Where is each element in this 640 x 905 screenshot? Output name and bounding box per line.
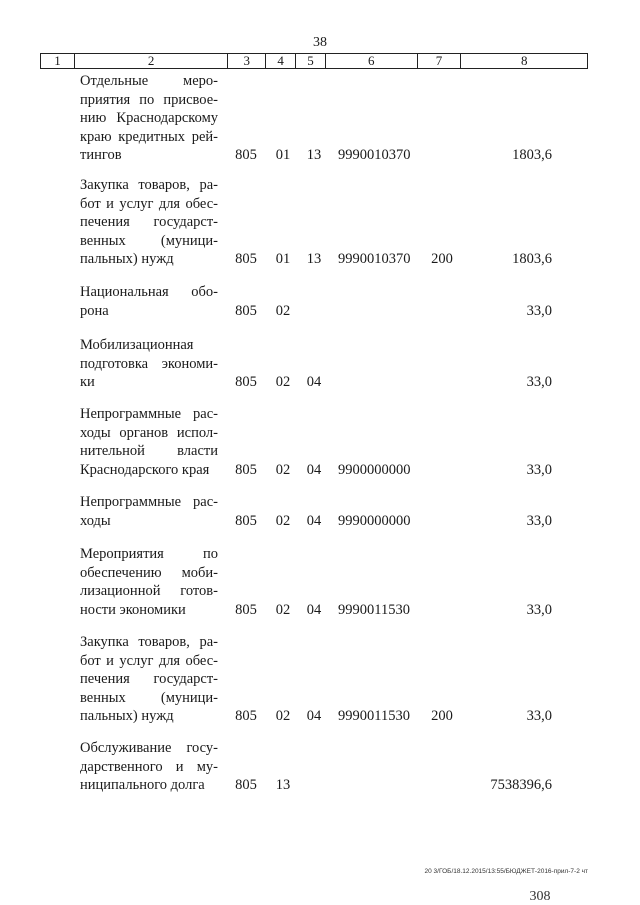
description-line: обеспечению моби-: [80, 564, 218, 581]
row-description: [80, 545, 218, 619]
description-line: печения государст-: [80, 214, 218, 230]
amount: 33,0: [526, 374, 552, 390]
code-expense-type: 200: [431, 251, 453, 267]
header-col-2: 2: [75, 54, 228, 68]
code-subsection: 04: [306, 461, 322, 478]
description-line: печения государст-: [80, 671, 218, 687]
description-line: подготовка экономи-: [80, 355, 218, 372]
code-subsection: 13: [306, 251, 322, 267]
row-description: [80, 72, 218, 165]
code-section: 02: [275, 708, 291, 724]
code-section: 01: [275, 147, 291, 163]
description-line: Мобилизационная: [80, 337, 194, 353]
code-expense-type: 200: [431, 708, 453, 724]
code-chapter: 805: [235, 777, 257, 793]
description-line: лизационной готов-: [80, 583, 218, 599]
code-target-article: 9900000000: [338, 461, 411, 478]
description-line: ниципального долга: [80, 777, 205, 793]
amount: 33,0: [526, 461, 552, 478]
header-col-8: 8: [520, 53, 528, 68]
description-line: краю кредитных рей-: [80, 128, 218, 145]
description-line: приятия по присвое-: [80, 91, 218, 108]
code-chapter: 805: [235, 461, 257, 478]
code-target-article: 9990010370: [338, 251, 411, 267]
row-description: [80, 739, 218, 795]
code-section: 02: [275, 512, 291, 529]
code-target-article: 9990000000: [338, 512, 411, 529]
code-target-article: 9990011530: [338, 708, 410, 724]
row-description: [80, 336, 218, 392]
row-description: [80, 283, 218, 320]
header-col-7: 7: [418, 54, 462, 68]
amount: 1803,6: [512, 147, 552, 163]
code-subsection: 04: [306, 374, 322, 390]
footer-page-number: 308: [529, 889, 551, 904]
code-subsection: 04: [306, 512, 322, 529]
header-col-4: 4: [266, 54, 296, 68]
description-line: Непрограммные рас-: [80, 494, 218, 510]
description-line: Обслуживание госу-: [80, 740, 218, 756]
description-line: нительной власти: [80, 443, 218, 459]
description-line: ки: [80, 374, 95, 390]
row-description: [80, 176, 218, 269]
code-section: 01: [275, 251, 291, 267]
table-header: [40, 53, 588, 69]
code-section: 02: [275, 302, 291, 319]
description-line: бот и услуг для обес-: [80, 652, 218, 669]
row-description: [80, 633, 218, 726]
description-line: тингов: [80, 147, 122, 163]
code-chapter: 805: [235, 302, 257, 319]
code-target-article: 9990011530: [338, 601, 410, 618]
header-col-5: 5: [296, 54, 326, 68]
description-line: ходы органов испол-: [80, 424, 218, 441]
description-line: бот и услуг для обес-: [80, 195, 218, 212]
row-description: [80, 405, 218, 479]
code-chapter: 805: [235, 708, 257, 724]
description-line: ходы: [80, 512, 111, 529]
amount: 33,0: [526, 512, 552, 529]
description-line: пальных) нужд: [80, 251, 174, 267]
amount: 33,0: [526, 601, 552, 618]
code-section: 02: [275, 374, 291, 390]
code-section: 13: [275, 777, 291, 793]
description-line: Национальная обо-: [80, 284, 218, 300]
code-chapter: 805: [235, 374, 257, 390]
page-number: 38: [313, 35, 327, 50]
header-col-1: 1: [41, 54, 75, 68]
description-line: рона: [80, 302, 109, 319]
code-chapter: 805: [235, 601, 257, 618]
header-col-6: 6: [326, 54, 418, 68]
description-line: нию Краснодарскому: [80, 110, 218, 126]
description-line: венных (муници-: [80, 232, 218, 249]
amount: 33,0: [526, 302, 552, 319]
code-section: 02: [275, 601, 291, 618]
amount: 1803,6: [512, 251, 552, 267]
amount: 33,0: [526, 708, 552, 724]
description-line: ности экономики: [80, 601, 186, 618]
row-description: [80, 493, 218, 530]
description-line: дарственного и му-: [80, 758, 218, 775]
footer-file-stamp: 20 3/ГОБ/18.12.2015/13:55/БЮДЖЕТ-2016-прил-7-2 чт: [424, 868, 588, 875]
description-line: венных (муници-: [80, 689, 218, 706]
description-line: Краснодарского края: [80, 461, 210, 478]
code-chapter: 805: [235, 512, 257, 529]
description-line: Закупка товаров, ра-: [80, 177, 218, 193]
code-subsection: 04: [306, 708, 322, 724]
description-line: Отдельные меро-: [80, 73, 218, 89]
description-line: Непрограммные рас-: [80, 406, 218, 422]
code-subsection: 04: [306, 601, 322, 618]
code-chapter: 805: [235, 251, 257, 267]
code-target-article: 9990010370: [338, 147, 411, 163]
code-chapter: 805: [235, 147, 257, 163]
code-subsection: 13: [306, 147, 322, 163]
description-line: Мероприятия по: [80, 546, 218, 562]
code-section: 02: [275, 461, 291, 478]
description-line: Закупка товаров, ра-: [80, 634, 218, 650]
description-line: пальных) нужд: [80, 708, 174, 724]
header-col-3: 3: [228, 54, 266, 68]
amount: 7538396,6: [490, 777, 552, 793]
